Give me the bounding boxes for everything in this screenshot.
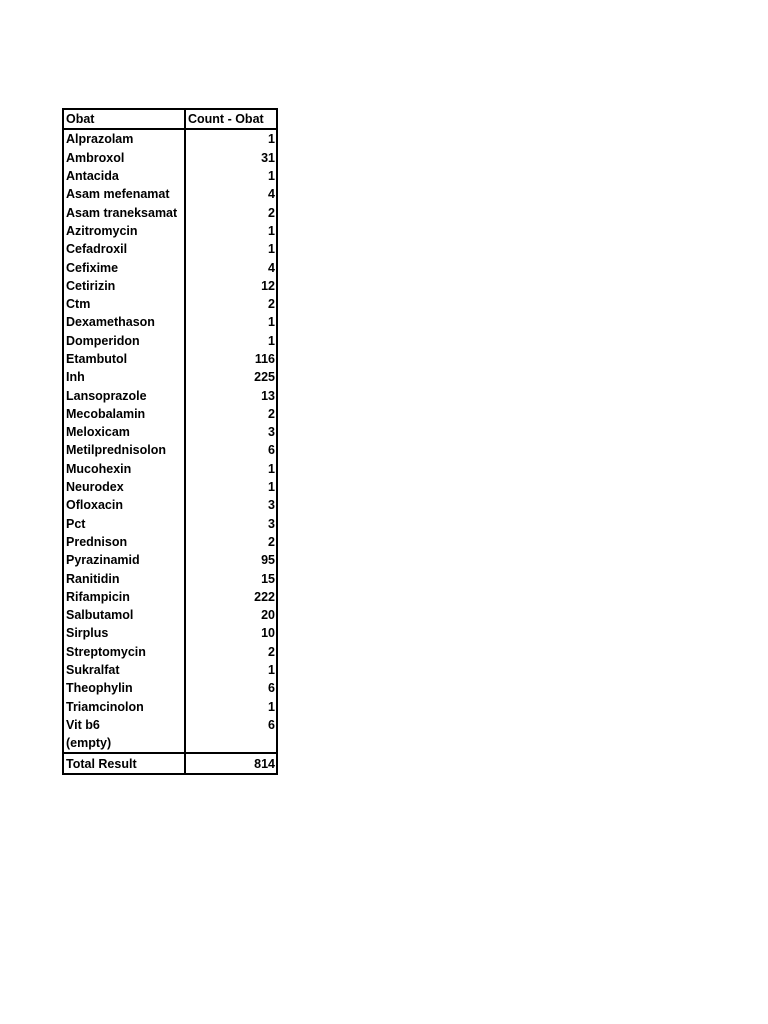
total-row <box>63 753 277 773</box>
table-row <box>63 386 277 404</box>
cell-obat[interactable]: Mucohexin <box>63 460 185 478</box>
cell-obat[interactable]: Asam mefenamat <box>63 185 185 203</box>
cell-obat[interactable]: Dexamethason <box>63 313 185 331</box>
cell-count[interactable]: 2 <box>268 406 275 421</box>
cell-count[interactable]: 1 <box>268 480 275 495</box>
cell-count[interactable]: 1 <box>268 132 275 147</box>
cell-count[interactable]: 31 <box>261 150 275 165</box>
table-row <box>63 185 277 203</box>
column-header-count[interactable]: Count - Obat <box>188 112 264 127</box>
cell-count[interactable]: 2 <box>268 534 275 549</box>
table-row <box>63 203 277 221</box>
cell-obat[interactable]: Vit b6 <box>63 716 185 734</box>
table-row <box>63 643 277 661</box>
cell-count[interactable]: 1 <box>268 169 275 184</box>
table-row <box>63 129 277 148</box>
cell-count[interactable]: 116 <box>254 352 275 366</box>
cell-count[interactable]: 1 <box>268 699 275 714</box>
cell-count[interactable]: 1 <box>268 223 275 238</box>
table-row <box>63 606 277 624</box>
cell-count[interactable]: 3 <box>268 516 275 531</box>
table-row <box>63 679 277 697</box>
pivot-table <box>62 108 278 775</box>
table-row <box>63 277 277 295</box>
cell-obat[interactable]: (empty) <box>63 734 185 753</box>
cell-obat[interactable]: Azitromycin <box>63 222 185 240</box>
cell-obat[interactable]: Lansoprazole <box>63 386 185 404</box>
table-row <box>63 258 277 276</box>
cell-count[interactable]: 1 <box>268 242 275 257</box>
cell-count[interactable]: 20 <box>261 608 275 623</box>
cell-count[interactable] <box>185 734 277 753</box>
cell-count[interactable]: 1 <box>268 333 275 348</box>
cell-count[interactable]: 12 <box>261 278 275 293</box>
cell-count[interactable]: 1 <box>268 663 275 678</box>
cell-obat[interactable]: Neurodex <box>63 478 185 496</box>
table-row <box>63 350 277 368</box>
cell-count[interactable]: 15 <box>261 571 275 586</box>
cell-obat[interactable]: Meloxicam <box>63 423 185 441</box>
cell-count[interactable]: 3 <box>268 425 275 440</box>
cell-obat[interactable]: Pyrazinamid <box>63 551 185 569</box>
cell-obat[interactable]: Sirplus <box>63 624 185 642</box>
table-row <box>63 313 277 331</box>
table-row <box>63 716 277 734</box>
cell-count[interactable]: 6 <box>268 681 275 696</box>
table-row <box>63 368 277 386</box>
table-row <box>63 295 277 313</box>
cell-count[interactable]: 225 <box>254 370 275 385</box>
cell-count[interactable]: 2 <box>268 297 275 312</box>
cell-obat[interactable]: Antacida <box>63 167 185 185</box>
cell-count[interactable]: 95 <box>261 553 275 568</box>
total-count[interactable]: 814 <box>254 756 275 771</box>
cell-obat[interactable]: Etambutol <box>63 350 185 368</box>
cell-obat[interactable]: Mecobalamin <box>63 405 185 423</box>
cell-count[interactable]: 2 <box>268 205 275 220</box>
table-row <box>63 460 277 478</box>
table-row <box>63 551 277 569</box>
cell-obat[interactable]: Streptomycin <box>63 643 185 661</box>
cell-obat[interactable]: Rifampicin <box>63 588 185 606</box>
cell-count[interactable]: 4 <box>268 187 275 202</box>
column-header-obat[interactable]: Obat <box>63 109 185 129</box>
cell-obat[interactable]: Inh <box>63 368 185 386</box>
table-row <box>63 149 277 167</box>
cell-obat[interactable]: Metilprednisolon <box>63 441 185 459</box>
table-row <box>63 240 277 258</box>
cell-count[interactable]: 10 <box>261 626 275 641</box>
table-row <box>63 332 277 350</box>
cell-obat[interactable]: Ranitidin <box>63 569 185 587</box>
cell-obat[interactable]: Cefadroxil <box>63 240 185 258</box>
cell-obat[interactable]: Sukralfat <box>63 661 185 679</box>
cell-count[interactable]: 1 <box>268 461 275 476</box>
cell-count[interactable]: 13 <box>261 388 275 403</box>
table-row <box>63 533 277 551</box>
cell-obat[interactable]: Ofloxacin <box>63 496 185 514</box>
header-row <box>63 109 277 129</box>
table-row <box>63 588 277 606</box>
table-row <box>63 698 277 716</box>
table-row <box>63 441 277 459</box>
cell-obat[interactable]: Domperidon <box>63 332 185 350</box>
table-row <box>63 734 277 753</box>
table-row <box>63 569 277 587</box>
cell-count[interactable]: 222 <box>254 589 275 604</box>
table-row <box>63 496 277 514</box>
table-row <box>63 661 277 679</box>
table-row <box>63 624 277 642</box>
cell-obat[interactable]: Ambroxol <box>63 149 185 167</box>
cell-count[interactable]: 3 <box>268 498 275 513</box>
cell-count[interactable]: 4 <box>268 260 275 275</box>
table-body <box>63 129 277 753</box>
table-row <box>63 167 277 185</box>
total-label[interactable]: Total Result <box>63 753 185 773</box>
cell-obat[interactable]: Pct <box>63 515 185 533</box>
table-row <box>63 478 277 496</box>
cell-obat[interactable]: Salbutamol <box>63 606 185 624</box>
cell-obat[interactable]: Prednison <box>63 533 185 551</box>
cell-obat[interactable]: Ctm <box>63 295 185 313</box>
cell-count[interactable]: 2 <box>268 644 275 659</box>
cell-count[interactable]: 6 <box>268 717 275 732</box>
table-row <box>63 222 277 240</box>
cell-obat[interactable]: Asam traneksamat <box>63 203 185 221</box>
cell-obat[interactable]: Cetirizin <box>63 277 185 295</box>
table-row <box>63 423 277 441</box>
table-row <box>63 515 277 533</box>
cell-count[interactable]: 1 <box>268 315 275 330</box>
table-row <box>63 405 277 423</box>
cell-count[interactable]: 6 <box>268 443 275 458</box>
cell-obat[interactable]: Alprazolam <box>63 129 185 148</box>
cell-obat[interactable]: Cefixime <box>63 258 185 276</box>
cell-obat[interactable]: Theophylin <box>63 679 185 697</box>
cell-obat[interactable]: Triamcinolon <box>63 698 185 716</box>
